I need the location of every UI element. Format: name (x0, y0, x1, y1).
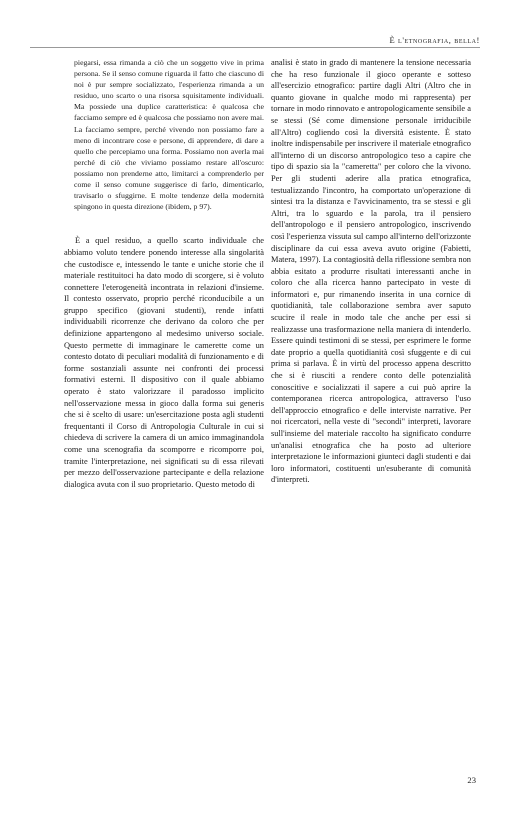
block-quote: piegarsi, essa rimanda a ciò che un soggetto vive in prima persona. Se il senso comune riguarda il fatto che ciascuno di noi è pur sempre socializzato, l'esperienza rimanda a un residuo, uno scarto o una risorsa squisitamente individuali. Ma possiede una duplice caratteristica: è qualcosa che facciamo sempre ed è qualcosa che possiamo non avere mai. La facciamo sempre, perché vivendo non possiamo fare a meno di incontrare cose e persone, di apprendere, di dare a quello che percepiamo una forma. Possiamo non averla mai perché di ciò che viviamo possiamo restare all'oscuro: possiamo non prenderne atto, limitarci a comprenderlo per come il senso comune suggerisce di farlo, dimenticarlo, travisarlo o sfuggirne. E molte tendenze della modernità spingono in questa direzione (ibidem, p 97). (74, 58, 264, 212)
left-column (64, 57, 264, 490)
right-column (271, 57, 471, 486)
body-paragraph-left: È a quel residuo, a quello scarto individuale che abbiamo voluto tendere ponendo interesse alla singolarità che custodisce e, intessendo le tante e uniche storie che il materiale restituitoci ha dato modo di scorgere, si è voluto connettere l'eterogeneità incontrata in relazioni d'insieme. Il contesto osservato, proprio perché riconducibile a un gruppo specifico (giovani studenti), rende infatti individuabili ricorrenze che derivano da coloro che per definizione appartengono al medesimo universo sociale. Questo permette di immaginare le camerette come un contesto dotato di peculiari modalità di funzionamento e di forme sostanziali assunte nei confronti dei processi formativi esterni. Il dispositivo con il quale abbiamo operato è stato valorizzare il paradosso implicito nell'osservazione messa in gioco dalla forma sui generis che si è scelto di usare: un'esercitazione posta agli studenti frequentanti il Corso di Antropologia Culturale in cui si chiedeva di scrivere la camera di un amico immaginandola come una scenografia da scomporre e ricomporre poi, tramite l'interpretazione, nei significati su di essa rilevati per mezzo dell'osservazione partecipante e della relazione dialogica avuta con il suo proprietario. Questo metodo di (64, 236, 264, 489)
running-header: È l'etnografia, bella! (389, 35, 480, 45)
page-number: 23 (467, 775, 476, 785)
header-rule (30, 47, 480, 48)
body-paragraph-right: analisi è stato in grado di mantenere la tensione necessaria che ha reso funzionale il gioco operante e sotteso all'esercizio etnografico: partire dagli Altri (Altro che in quanto giovane in qualche modo mi rappresenta) per tornare in modo rinnovato e antropologicamente sensibile a se stessi (Sé come dimensione personale irriducibile all'Altro) cogliendo così la diversità esistente. È stato inoltre indispensabile per inscrivere il materiale etnografico all'interno di un discorso antropologico teso a capire che tipo di spazio sia la "cameretta" per coloro che la vivono. Per gli studenti aderire alla pratica etnografica, testualizzando l'incontro, ha comportato un'operazione di sintesi tra la distanza e l'avvicinamento, tra se stessi e gli Altri, tra lo sguardo e la parola, tra il pensiero dell'antropologo e il pensiero antropologico, inscrivendo così l'esperienza vissuta sul campo all'interno dell'orizzonte disciplinare da cui essa aveva avuto origine (Fabietti, Matera, 1997). La contagiosità della riflessione sembra non abbia esitato a produrre risultati interessanti anche in coloro che alla ricerca hanno partecipato in veste di informatori e, pur rimanendo inserita in una cornice di quotidianità, tale collaborazione sembra aver saputo scucire il reale in modo tale che anche per essi si realizzasse una trasformazione nella maniera di intenderlo. Essere quindi testimoni di se stessi, per esprimere le forme date proprio a quella quotidianità così sfuggente e di cui prima si parlava. È in virtù del processo appena descritto che si è riusciti a rendere conto delle potenzialità conoscitive e socializzati il sapere a cui può aprire la contemporanea ricerca antropologica, attraverso l'uso dell'approccio etnografico e delle interviste narrative. Per noi ricercatori, nella veste di "secondi" interpreti, lavorare sull'insieme del materiale raccolto ha significato condurre un'analisi etnografica che ha posto ad ulteriore interpretazione le informazioni giunteci dagli studenti e dai loro informatori, costituenti un'esuberante di comunità d'interpreti. (271, 58, 471, 485)
